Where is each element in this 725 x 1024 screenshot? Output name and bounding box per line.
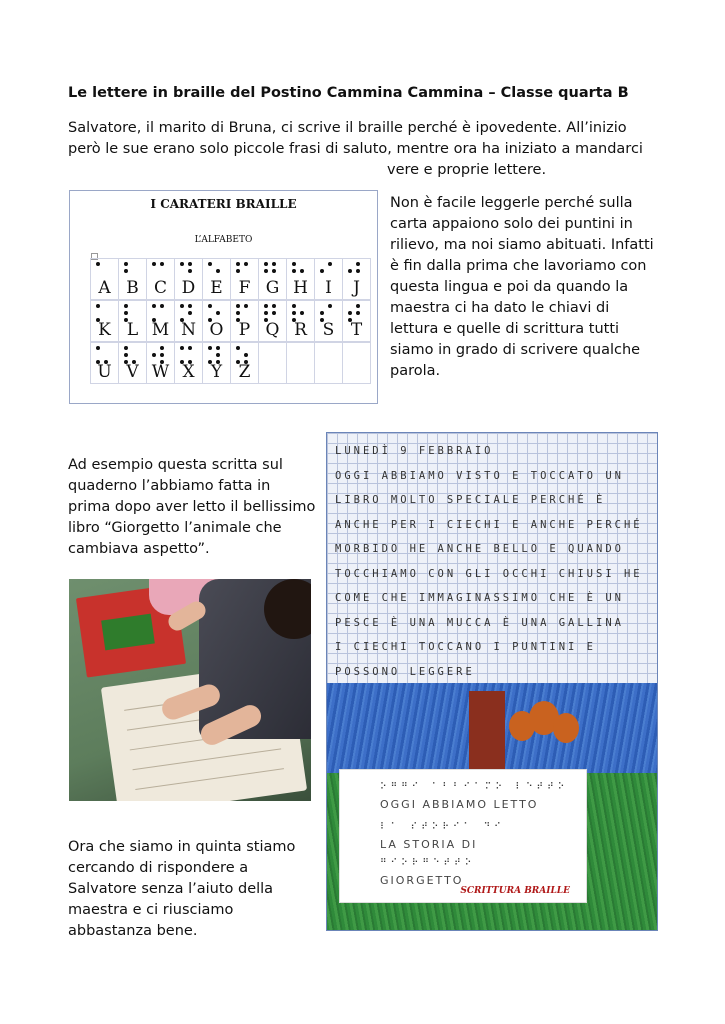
braille-letter: U — [97, 362, 112, 382]
braille-dot — [348, 269, 352, 273]
braille-dot — [96, 346, 100, 350]
braille-figure-subheading: L’ALFABETO — [194, 235, 253, 245]
braille-letter-cell — [258, 300, 287, 342]
braille-letter-cell — [174, 300, 203, 342]
braille-letter-cell — [286, 342, 315, 384]
notebook-handwritten-line: I CIECHI TOCCANO I PUNTINI E — [335, 641, 597, 653]
braille-dot — [356, 269, 360, 273]
drawing-gate — [469, 691, 505, 781]
braille-letter: Q — [265, 320, 280, 340]
braille-dot — [124, 304, 128, 308]
braille-letter-cell — [202, 258, 231, 300]
braille-alphabet-table — [91, 258, 371, 384]
braille-dot — [160, 346, 164, 350]
braille-dot — [160, 262, 164, 266]
braille-dot — [236, 311, 240, 315]
braille-letter: W — [151, 362, 170, 382]
braille-letter: G — [265, 278, 280, 298]
braille-dot — [160, 304, 164, 308]
decoded-row: OGGI ABBIAMO LETTO — [380, 798, 539, 811]
notebook-handwritten-line: OGGI ABBIAMO VISTO E TOCCATO UN — [335, 469, 624, 482]
braille-letter-cell — [342, 342, 371, 384]
braille-letter-cell — [230, 300, 259, 342]
braille-letter: C — [153, 278, 167, 298]
children-reading-braille-photo — [69, 579, 311, 801]
card-signature: SCRITTURA BRAILLE — [460, 886, 570, 896]
braille-dot — [188, 262, 192, 266]
braille-letter: M — [151, 320, 170, 340]
right-paragraph: Non è facile leggerle perché sulla carta appaiono solo dei puntini in rilievo, ma noi siamo abituati. Infatti è fin dalla prima che lavoriamo con questa lingua e poi da quando la maestra ci ha dato le chiavi di lettura e quelle di scrittura tutti siamo in grado di scrivere qualche parola. — [390, 195, 654, 379]
braille-letter-cell — [258, 342, 287, 384]
braille-dot — [216, 346, 220, 350]
braille-letter: S — [322, 320, 335, 340]
braille-dot — [264, 269, 268, 273]
braille-dot — [348, 311, 352, 315]
braille-letter-cell — [118, 342, 147, 384]
braille-letter-cell — [230, 342, 259, 384]
braille-dot — [208, 304, 212, 308]
braille-dot — [320, 269, 324, 273]
braille-letter-cell — [202, 300, 231, 342]
braille-dot — [208, 262, 212, 266]
braille-dot — [236, 262, 240, 266]
braille-dot — [188, 311, 192, 315]
braille-dot — [244, 353, 248, 357]
braille-dot — [356, 311, 360, 315]
notebook-handwritten-line: LIBRO MOLTO SPECIALE PERCHÉ È — [335, 494, 606, 506]
braille-dot — [244, 304, 248, 308]
braille-letter-cell — [174, 342, 203, 384]
braille-letter-cell — [314, 258, 343, 300]
braille-letter: N — [181, 320, 196, 340]
braille-letter-cell — [146, 300, 175, 342]
braille-dot — [188, 304, 192, 308]
braille-dot — [236, 304, 240, 308]
braille-dot — [216, 311, 220, 315]
decoded-row: LA STORIA DI — [380, 838, 478, 851]
braille-dot — [160, 353, 164, 357]
braille-letter: X — [182, 362, 195, 382]
braille-dot — [292, 311, 296, 315]
braille-table-row — [91, 258, 371, 300]
braille-dot — [124, 311, 128, 315]
braille-dot — [300, 269, 304, 273]
braille-letter-cell — [90, 342, 119, 384]
braille-letter-cell — [342, 300, 371, 342]
braille-letter-cell — [174, 258, 203, 300]
braille-alphabet-figure — [69, 190, 378, 404]
braille-letter-cell — [286, 258, 315, 300]
braille-dot — [236, 346, 240, 350]
braille-dot — [216, 269, 220, 273]
braille-letter-cell — [146, 342, 175, 384]
braille-letter: E — [210, 278, 223, 298]
notebook-handwritten-line: MORBIDO HE ANCHE BELLO E QUANDO — [335, 543, 624, 555]
braille-dot — [272, 262, 276, 266]
braille-letter: A — [98, 278, 111, 298]
braille-dot — [244, 262, 248, 266]
braille-dot — [180, 304, 184, 308]
notebook-page-photo — [326, 432, 658, 931]
braille-dot — [124, 262, 128, 266]
braille-dot — [152, 353, 156, 357]
braille-dot — [328, 304, 332, 308]
braille-letter: P — [238, 320, 251, 340]
braille-letter: Y — [210, 362, 223, 382]
braille-letter-cell — [314, 300, 343, 342]
braille-letter: I — [325, 278, 332, 298]
intro-line-1: Salvatore, il marito di Bruna, ci scrive il braille perché è ipovedente. All’inizio — [68, 120, 627, 136]
braille-letter-cell — [314, 342, 343, 384]
braille-letter: H — [293, 278, 308, 298]
braille-letter-cell — [202, 342, 231, 384]
braille-dot — [188, 346, 192, 350]
braille-dot — [292, 304, 296, 308]
braille-letter-cell — [258, 258, 287, 300]
braille-dot — [216, 353, 220, 357]
braille-dot — [152, 262, 156, 266]
braille-dot — [236, 269, 240, 273]
braille-dot — [328, 262, 332, 266]
braille-letter-cell — [90, 258, 119, 300]
intro-line-2: però le sue erano solo piccole frasi di saluto, mentre ora ha iniziato a mandarci — [68, 141, 643, 157]
braille-dot — [124, 346, 128, 350]
braille-letter-cell — [230, 258, 259, 300]
notebook-handwritten-line: PESCE È UNA MUCCA È UNA GALLINA — [335, 616, 624, 629]
braille-letter: J — [353, 278, 360, 298]
intro-line-3: vere e proprie lettere. — [387, 162, 547, 178]
braille-row: ⠕⠛⠛⠊ ⠁⠃⠃⠊⠁⠍⠕ ⠇⠑⠞⠞⠕ — [380, 782, 569, 792]
braille-letter-cell — [342, 258, 371, 300]
braille-letter: V — [126, 362, 139, 382]
braille-letter: R — [294, 320, 307, 340]
braille-dot — [292, 262, 296, 266]
braille-dot — [292, 269, 296, 273]
braille-table-row — [91, 342, 371, 384]
braille-dot — [180, 346, 184, 350]
braille-letter-cell — [146, 258, 175, 300]
notebook-handwritten-line: ANCHE PER I CIECHI E ANCHE PERCHÉ — [335, 518, 643, 531]
braille-dot — [264, 311, 268, 315]
braille-dot — [180, 262, 184, 266]
braille-letter-cell — [286, 300, 315, 342]
braille-dot — [96, 262, 100, 266]
notebook-handwritten-line: LUNEDÌ 9 FEBBRAIO — [335, 445, 494, 457]
braille-dot — [208, 346, 212, 350]
braille-dot — [264, 262, 268, 266]
notebook-handwritten-line: COME CHE IMMAGINASSIMO CHE È UN — [335, 592, 624, 604]
braille-letter: K — [98, 320, 111, 340]
braille-dot — [272, 311, 276, 315]
braille-letter: B — [126, 278, 139, 298]
braille-dot — [124, 269, 128, 273]
braille-dot — [272, 269, 276, 273]
braille-letter: O — [209, 320, 224, 340]
braille-letter: D — [181, 278, 196, 298]
notebook-handwritten-line: POSSONO LEGGERE — [335, 665, 475, 678]
page-title: Le lettere in braille del Postino Cammina Cammina – Classe quarta B — [68, 85, 629, 101]
braille-dot — [264, 304, 268, 308]
braille-dot — [272, 304, 276, 308]
braille-dot — [152, 304, 156, 308]
closing-paragraph: Ora che siamo in quinta stiamo cercando di rispondere a Salvatore senza l’aiuto della maestra e ci riusciamo abbastanza bene. — [68, 839, 296, 939]
braille-table-row — [91, 300, 371, 342]
braille-dot — [300, 311, 304, 315]
notebook-caption-paragraph: Ad esempio questa scritta sul quaderno l’abbiamo fatta in prima dopo aver letto il bellissimo libro “Giorgetto l’animale che cambiava aspetto”. — [68, 457, 316, 557]
braille-letter: F — [238, 278, 251, 298]
braille-dot — [96, 304, 100, 308]
braille-letter-cell — [118, 258, 147, 300]
braille-letter: T — [350, 320, 363, 340]
braille-row: ⠛⠊⠕⠗⠛⠑⠞⠞⠕ — [380, 858, 476, 868]
braille-dot — [188, 269, 192, 273]
braille-row: ⠇⠁ ⠎⠞⠕⠗⠊⠁ ⠙⠊ — [380, 822, 505, 832]
braille-dot — [124, 353, 128, 357]
drawing-animal — [509, 701, 579, 761]
braille-dot — [356, 304, 360, 308]
braille-dot — [320, 311, 324, 315]
braille-letter: L — [126, 320, 139, 340]
braille-dot — [356, 262, 360, 266]
braille-figure-heading: I CARATERI BRAILLE — [150, 197, 297, 211]
braille-card — [339, 769, 587, 903]
braille-letter-cell — [118, 300, 147, 342]
braille-letter: Z — [238, 362, 251, 382]
decoded-row: GIORGETTO — [380, 874, 464, 887]
notebook-handwritten-line: TOCCHIAMO CON GLI OCCHI CHIUSI HE — [335, 567, 643, 580]
braille-letter-cell — [90, 300, 119, 342]
